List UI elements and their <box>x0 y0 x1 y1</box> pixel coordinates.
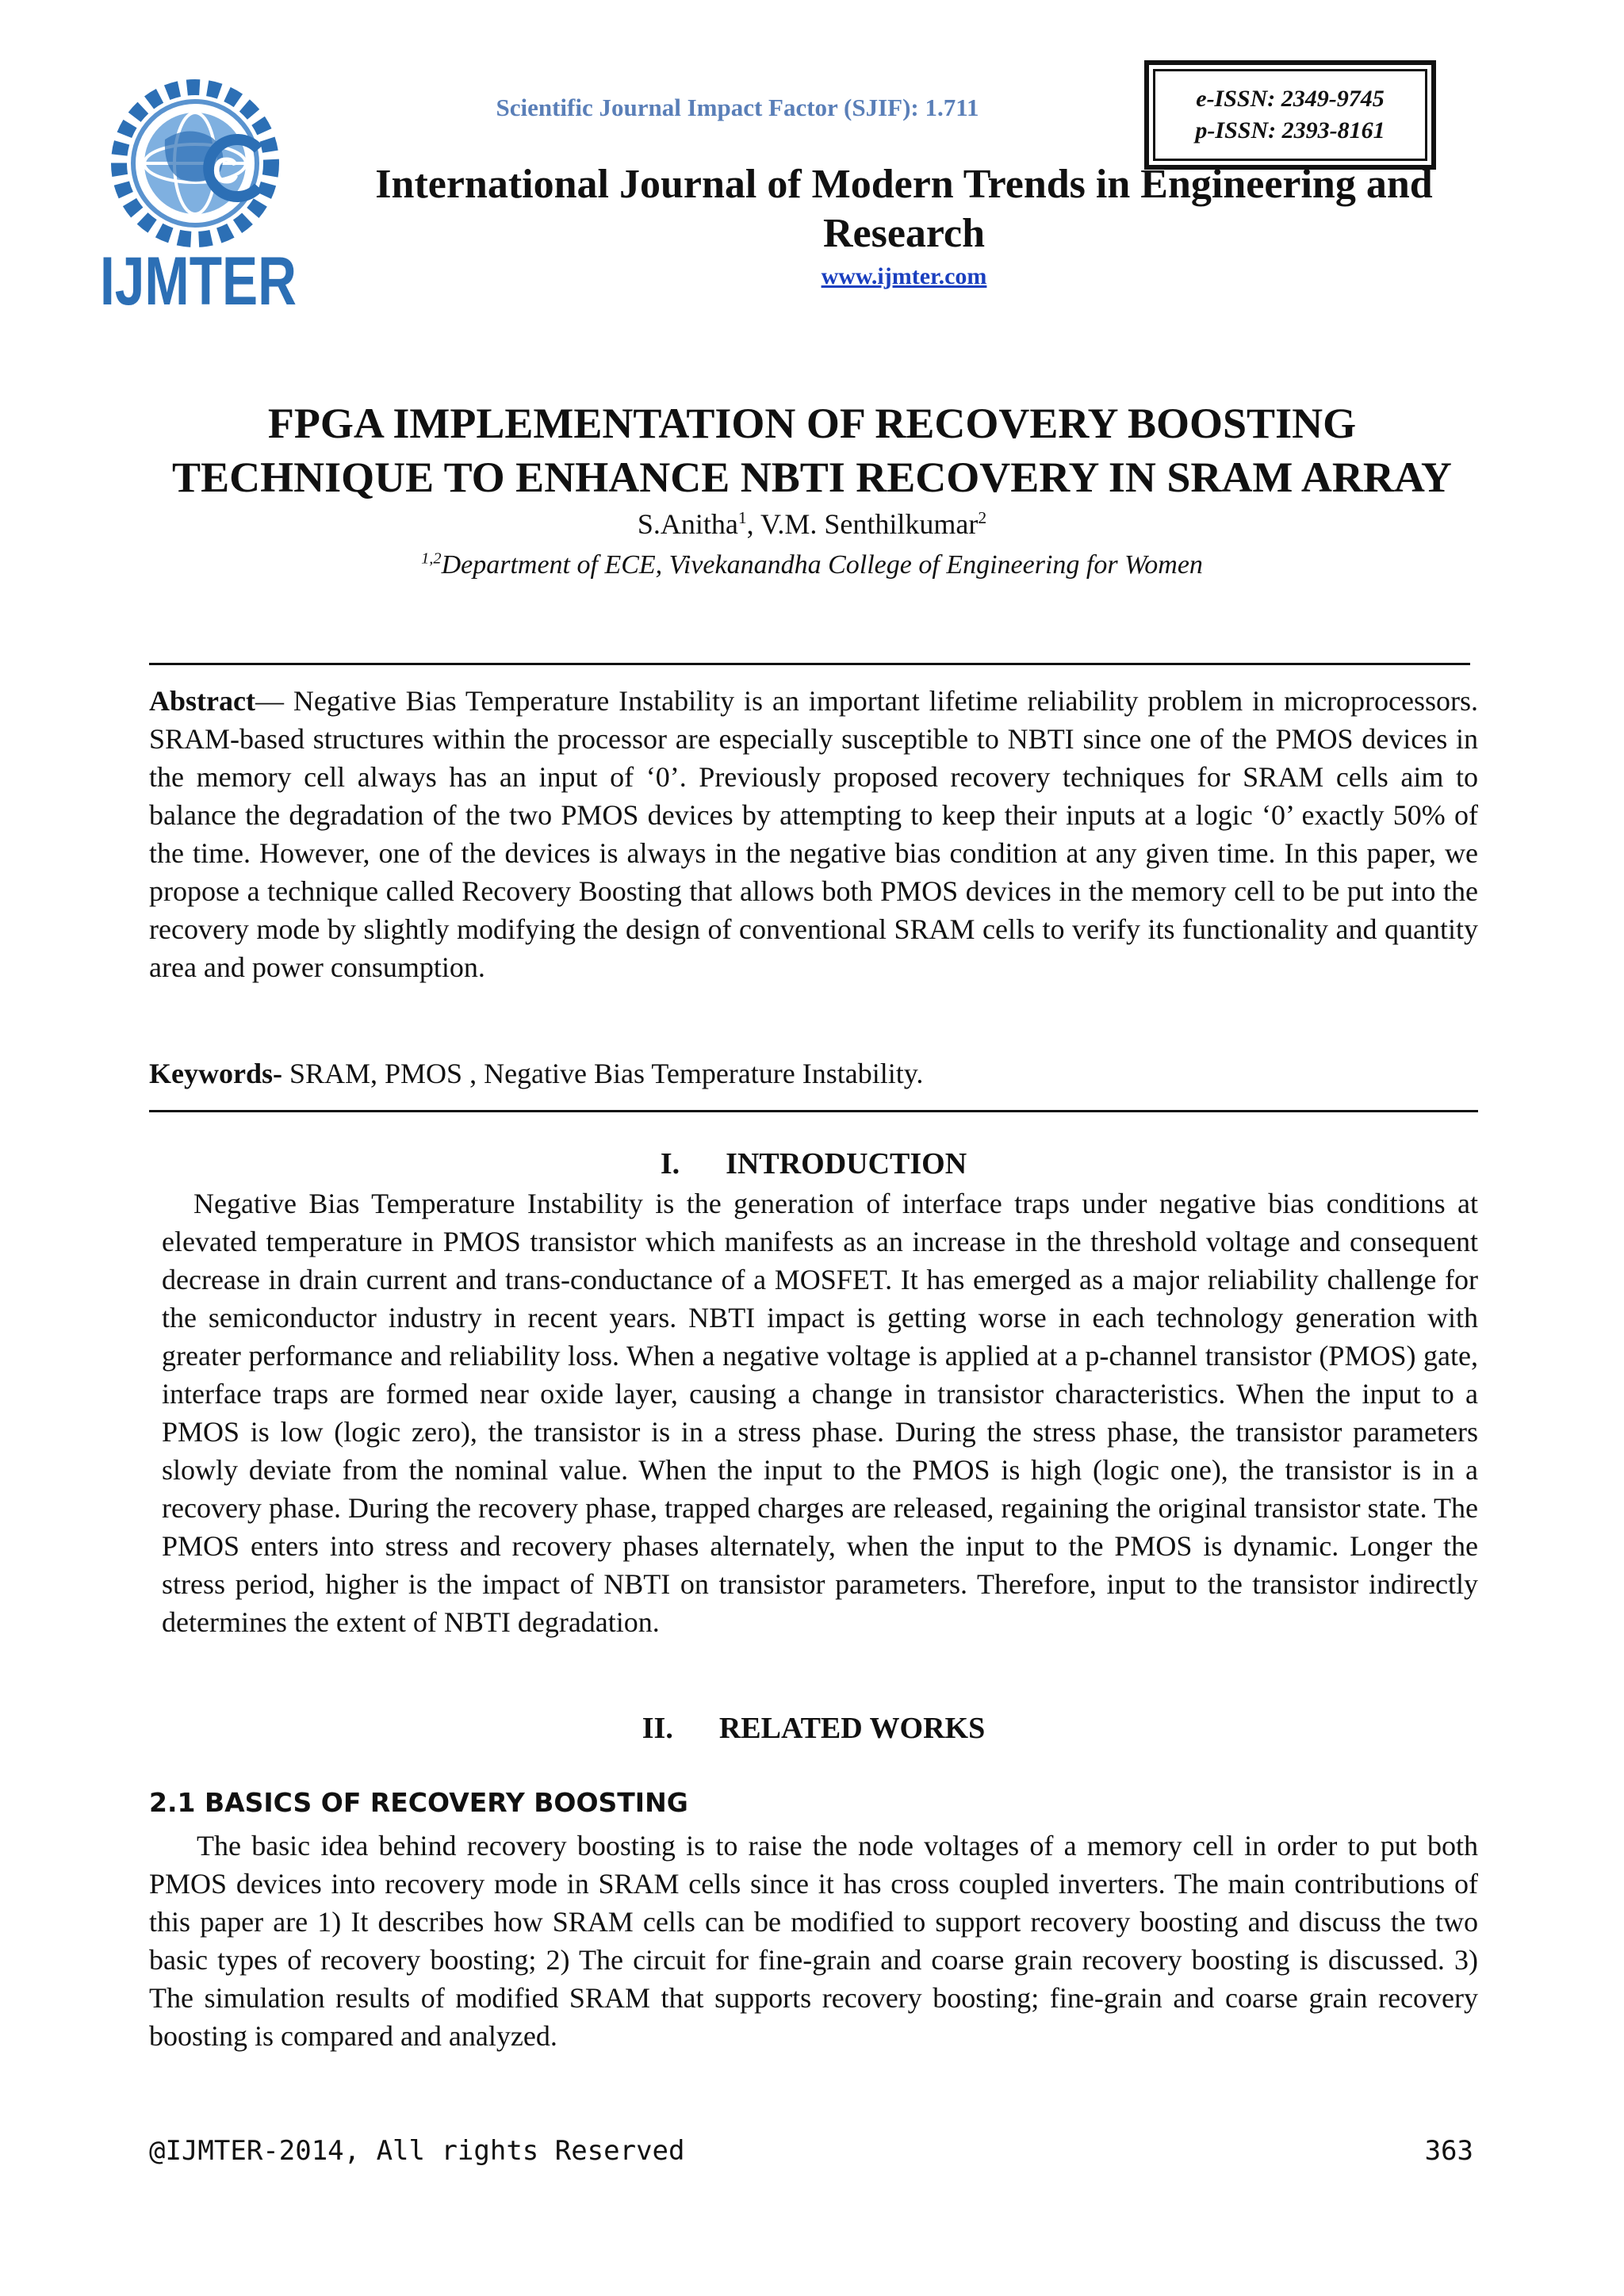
journal-logo <box>94 76 301 320</box>
divider-top <box>149 663 1470 665</box>
section-2-number: II. <box>642 1712 673 1745</box>
basics-paragraph: The basic idea behind recovery boosting is to raise the node voltages of a memory cell in order to put both PMOS devices into recovery mode in SRAM cells since it has cross coupled inverters. The main contributions of this paper are 1) It describes how SRAM cells can be modified to support recovery boosting and discuss the two basic types of recovery boosting; 2) The circuit for fine-grain and coarse grain recovery boosting is discussed. 3) The simulation results of modified SRAM that supports recovery boosting; fine-grain and coarse grain recovery boosting is compared and analyzed. <box>149 1830 1478 2052</box>
keywords <box>149 1054 1478 1093</box>
affiliation <box>127 550 1497 580</box>
keywords-label: Keywords- <box>149 1058 282 1089</box>
abstract <box>149 682 1478 986</box>
svg-text:C: C <box>213 150 239 191</box>
globe-gear-emblem <box>94 76 301 320</box>
journal-title: International Journal of Modern Trends in Engineering and Research <box>375 162 1433 256</box>
affiliation-text: Department of ECE, Vivekanandha College of Engineering for Women <box>441 550 1203 580</box>
subsection-2-1-heading: 2.1 BASICS OF RECOVERY BOOSTING <box>149 1787 688 1818</box>
section-1-number: I. <box>660 1147 680 1181</box>
section-1-heading <box>149 1146 1478 1181</box>
abstract-text: Negative Bias Temperature Instability is an important lifetime reliability problem in microprocessors. SRAM-based structures within the processor are especially susceptible to NBTI since one of the PMOS devices in the memory cell always has an input of ‘0’. Previously proposed recovery techniques for SRAM cells aim to balance the degradation of the two PMOS devices by attempting to keep their inputs at a logic ‘0’ exactly 50% of the time. However, one of the devices is always in the negative bias condition at any given time. In this paper, we propose a technique called Recovery Boosting that allows both PMOS devices in the memory cell to be put into the recovery mode by slightly modifying the design of conventional SRAM cells to verify its functionality and quantity area and power consumption. <box>149 685 1478 983</box>
introduction-paragraph: Negative Bias Temperature Instability is the generation of interface traps under negative bias conditions at elevated temperature in PMOS transistor which manifests as an increase in the threshold voltage and consequent decrease in drain current and trans-conductance of a MOSFET. It has emerged as a major reliability challenge for the semiconductor industry in recent years. NBTI impact is getting worse in each technology generation with greater performance and reliability loss. When a negative voltage is applied at a p-channel transistor (PMOS) gate, interface traps are formed near oxide layer, causing a change in transistor characteristics. When the input to a PMOS is low (logic zero), the transistor is in a stress phase. During the stress phase, the transistor parameters slowly deviate from the nominal value. When the input to the PMOS is high (logic one), the transistor is in a recovery phase. During the recovery phase, trapped charges are released, regaining the original transistor state. The PMOS enters into stress and recovery phases alternately, when the input to the PMOS is dynamic. Longer the stress period, higher is the impact of NBTI on transistor parameters. Therefore, input to the transistor indirectly determines the extent of NBTI degradation. <box>162 1188 1478 1638</box>
footer-copyright: @IJMTER-2014, All rights Reserved <box>149 2135 685 2167</box>
section-2-title: RELATED WORKS <box>718 1712 986 1745</box>
author-1-affil-mark: 1 <box>737 508 747 527</box>
author-1: S.Anitha <box>637 508 738 540</box>
paper-title-line-1: FPGA IMPLEMENTATION OF RECOVERY BOOSTING <box>267 400 1357 447</box>
divider-bottom <box>149 1110 1478 1112</box>
author-2-affil-mark: 2 <box>978 508 987 527</box>
section-1-title: INTRODUCTION <box>726 1147 967 1181</box>
paper-title-line-2: TECHNIQUE TO ENHANCE NBTI RECOVERY IN SRAM ARRAY <box>172 453 1452 501</box>
p-issn: p-ISSN: 2393-8161 <box>1195 117 1385 144</box>
author-list <box>127 507 1497 541</box>
author-2: V.M. Senthilkumar <box>760 508 979 540</box>
paper-title <box>127 396 1497 504</box>
abstract-dash: — <box>255 685 293 717</box>
e-issn: e-ISSN: 2349-9745 <box>1196 86 1385 112</box>
issn-inner-border <box>1153 69 1427 161</box>
issn-box <box>1144 60 1436 170</box>
section-2-heading <box>149 1711 1478 1746</box>
impact-factor: Scientific Journal Impact Factor (SJIF): 1.711 <box>496 94 979 121</box>
journal-url-link[interactable]: www.ijmter.com <box>821 263 987 289</box>
affiliation-mark: 1,2 <box>421 549 442 568</box>
keywords-text: SRAM, PMOS , Negative Bias Temperature Instability. <box>282 1058 924 1089</box>
logo-text: IJMTER <box>100 243 297 320</box>
author-separator: , <box>746 508 761 540</box>
page-number: 363 <box>1424 2135 1473 2167</box>
abstract-label: Abstract <box>149 685 255 717</box>
